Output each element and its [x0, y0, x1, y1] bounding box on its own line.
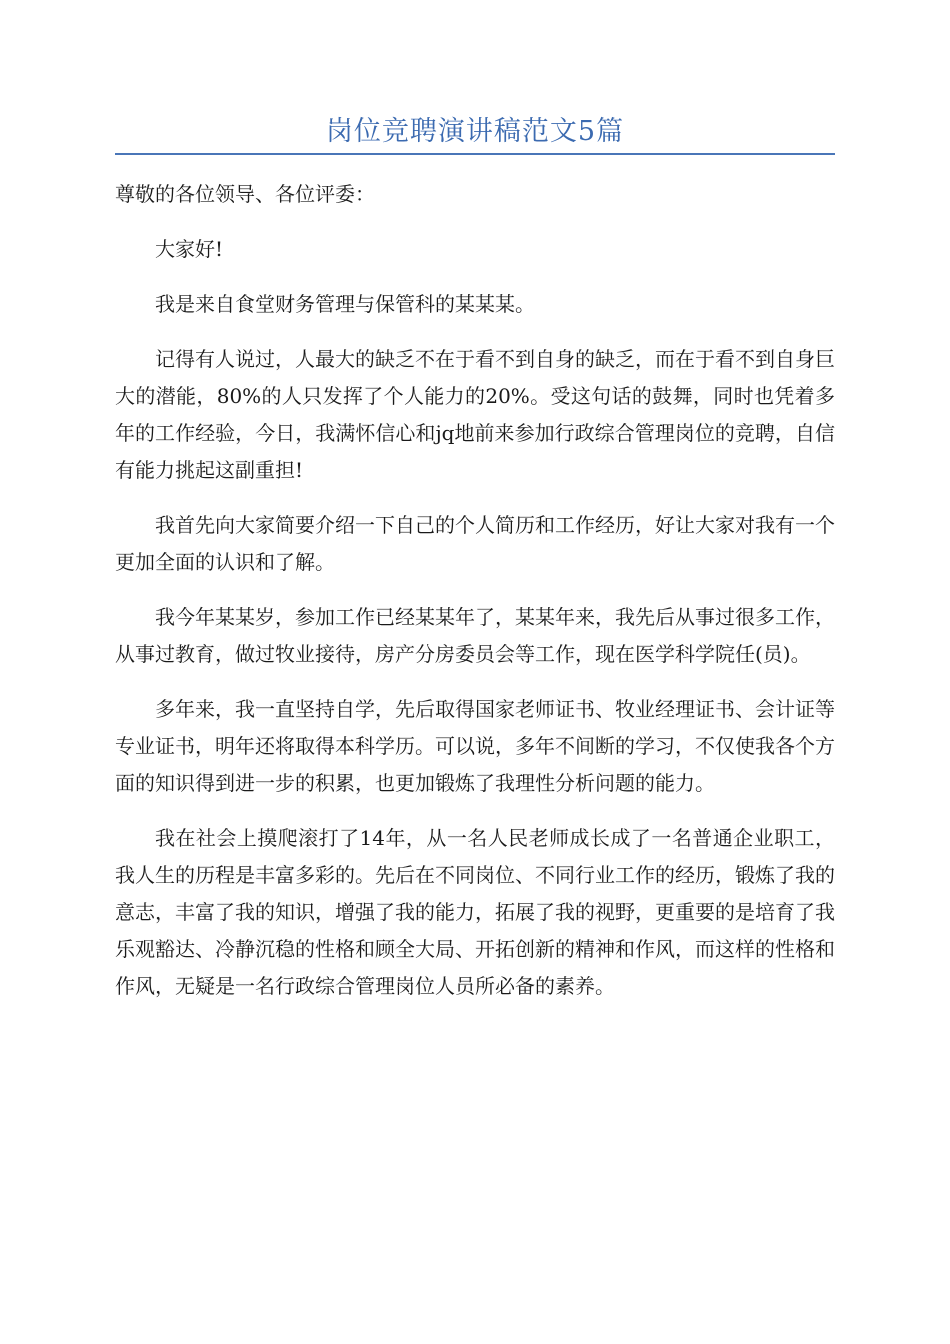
paragraph-work-history: 我今年某某岁，参加工作已经某某年了，某某年来，我先后从事过很多工作，从事过教育，做过牧业接待，房产分房委员会等工作，现在医学科学院任(员)。	[115, 605, 835, 666]
paragraph-self-study: 多年来，我一直坚持自学，先后取得国家老师证书、牧业经理证书、会计证等专业证书，明年还将取得本科学历。可以说，多年不间断的学习，不仅使我各个方面的知识得到进一步的积累，也更加锻炼了我理性分析问题的能力。	[115, 697, 835, 795]
document-body	[115, 176, 835, 1023]
title-underline	[115, 153, 835, 155]
document-title: 岗位竞聘演讲稿范文5篇	[325, 116, 625, 147]
paragraph-motivation: 记得有人说过，人最大的缺乏不在于看不到自身的缺乏，而在于看不到自身巨大的潜能，80%的人只发挥了个人能力的20%。受这句话的鼓舞，同时也凭着多年的工作经验，今日，我满怀信心和jq地前来参加行政综合管理岗位的竞聘，自信有能力挑起这副重担!	[115, 347, 835, 482]
paragraph-greeting: 大家好!	[155, 237, 224, 261]
paragraph-experience: 我在社会上摸爬滚打了14年，从一名人民老师成长成了一名普通企业职工，我人生的历程是丰富多彩的。先后在不同岗位、不同行业工作的经历，锻炼了我的意志，丰富了我的知识，增强了我的能力，拓展了我的视野，更重要的是培育了我乐观豁达、冷静沉稳的性格和顾全大局、开拓创新的精神和作风，而这样的性格和作风，无疑是一名行政综合管理岗位人员所必备的素养。	[115, 826, 835, 998]
paragraph-resume-intro: 我首先向大家简要介绍一下自己的个人简历和工作经历，好让大家对我有一个更加全面的认识和了解。	[115, 513, 835, 574]
salutation: 尊敬的各位领导、各位评委：	[115, 182, 375, 206]
paragraph-self-intro: 我是来自食堂财务管理与保管科的某某某。	[155, 292, 535, 316]
